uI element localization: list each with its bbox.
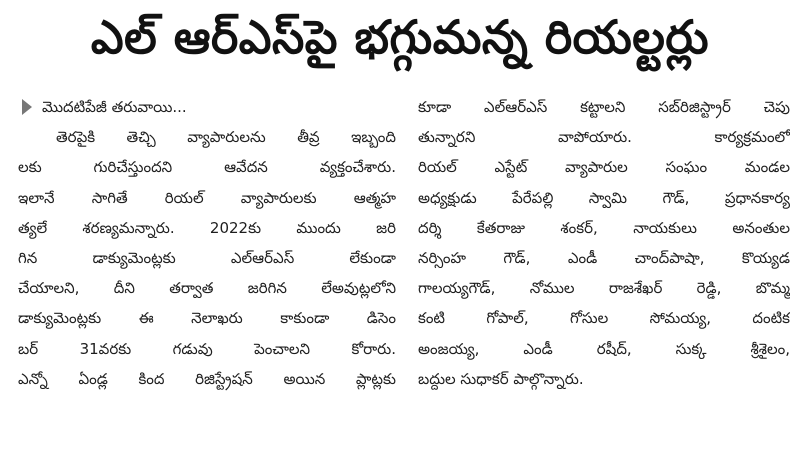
article-column-left (18, 92, 396, 394)
arrow-right-icon (22, 99, 32, 115)
continuation-label: మొదటిపేజీ తరువాయి... (42, 98, 187, 116)
paragraph-line: ఇలానే సాగితే రియల్ వ్యాపారులకు ఆత్మహ (18, 188, 396, 207)
paragraph-line: రియల్ ఎస్టేట్ వ్యాపారుల సంఘం మండల (418, 158, 790, 177)
article-column-right (418, 92, 790, 394)
paragraph-line: కంటి గోపాల్, గోసుల సోమయ్య, దంటిక (418, 309, 790, 328)
paragraph-line: బర్ 31వరకు గడువు పెంచాలని కోరారు. (18, 339, 396, 358)
paragraph-line: తున్నారని వాపోయారు. కార్యక్రమంలో (418, 128, 790, 147)
paragraph-line: డాక్యుమెంట్లకు ఈ నెలాఖరు కాకుండా డిసెం (18, 309, 396, 328)
paragraph-line: నర్సింహ గౌడ్, ఎండీ చాంద్‌పాషా, కొయ్యడ (418, 248, 790, 267)
paragraph-line: అధ్యక్షుడు పేరేపల్లి స్వామి గౌడ్, ప్రధానకార్య (418, 188, 790, 207)
paragraph-line: అంజయ్య, ఎండీ రషీద్, సుక్క శ్రీశైలం, (418, 339, 790, 358)
paragraph-line: త్యలే శరణ్యమన్నారు. 2022కు ముందు జరి (18, 218, 396, 237)
paragraph-line: గాలయ్యగౌడ్, నోముల రాజశేఖర్ రెడ్డి, బొమ్మ (418, 279, 790, 298)
paragraph-line: కూడా ఎల్ఆర్ఎస్ కట్టాలని సబ్‌రిజిస్ట్రార్ చెపు (418, 98, 790, 116)
paragraph-line: గిన డాక్యుమెంట్లకు ఎల్ఆర్ఎస్ లేకుండా (18, 248, 396, 267)
paragraph-line: తెరపైకి తెచ్చి వ్యాపారులను తీవ్ర ఇబ్బంది (56, 128, 396, 147)
article-headline: ఎల్ ఆర్ఎస్‌పై భగ్గుమన్న రియల్టర్లు (90, 10, 710, 64)
continuation-row (18, 92, 396, 122)
paragraph-line: లకు గురిచేస్తుందని ఆవేదన వ్యక్తంచేశారు. (18, 158, 396, 177)
paragraph-line: బద్దుల సుధాకర్ పాల్గొన్నారు. (418, 369, 584, 388)
paragraph-line: ఎన్నో ఏండ్ల కింద రిజిస్ట్రేషన్ అయిన ప్లాట్లకు (18, 369, 396, 388)
paragraph-line: చేయాలని, దీని తర్వాత జరిగిన లేఅవుట్లలోని (18, 279, 396, 298)
paragraph-line: దర్శి కేతరాజు శంకర్, నాయకులు అనంతుల (418, 218, 790, 237)
